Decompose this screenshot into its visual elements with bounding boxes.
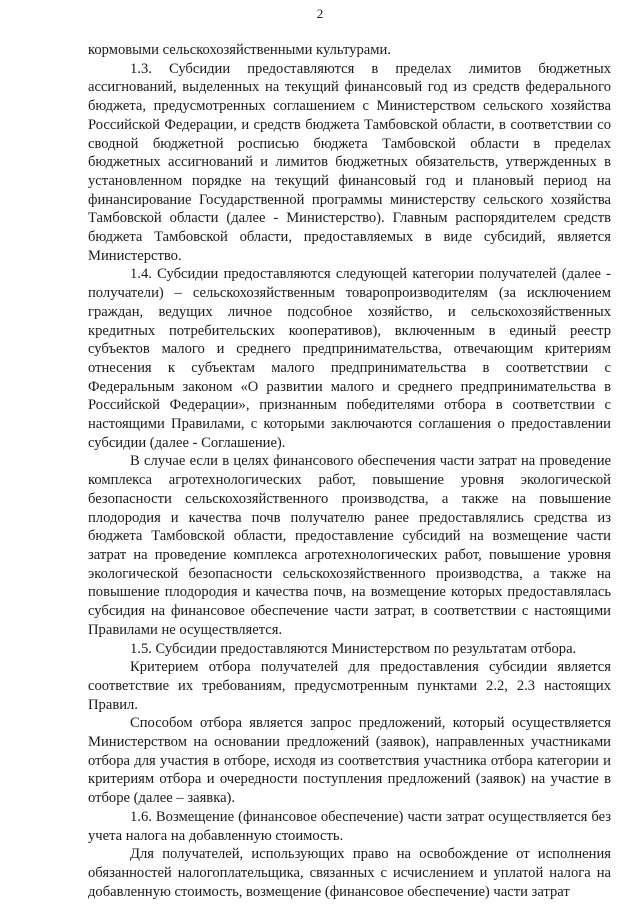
paragraph-1-6-vat: Для получателей, использующих право на освобождение от исполнения обязанностей налогоплательщика, связанных с исчислением и уплатой налога на добавленную стоимость, возмещение (финансовое обеспечение) части затрат [88,846,611,900]
paragraph-1-5-method: Способом отбора является запрос предложений, который осуществляется Министерством на основании предложений (заявок), направленных участниками отбора для участия в отборе, исходя из соответствия участника отбора категории и критериям отбора и очередности поступления предложений (заявок) на участие в отборе (далее – заявка). [88,715,611,807]
paragraph-continuation: кормовыми сельскохозяйственными культурами. [88,42,391,58]
paragraph-1-4: 1.4. Субсидии предоставляются следующей категории получателей (далее - получатели) – сельскохозяйственным товаропроизводителям (за исключением граждан, ведущих личное подсобное хозяйство, и сельскохозяйственных кредитных потребительских кооперативов), включенным в единый реестр субъектов малого и среднего предпринимательства, отвечающим критериям отнесения к субъектам малого предпринимательства в соответствии с Федеральным законом «О развитии малого и среднего предпринимательства в Российской Федерации», признанным победителями отбора в соответствии с настоящими Правилами, с которыми заключаются соглашения о предоставлении субсидии (далее - Соглашение). [88,266,611,451]
paragraph-1-5-criterion: Критерием отбора получателей для предоставления субсидии является соответствие их требованиям, предусмотренным пунктами 2.2, 2.3 настоящих Правил. [88,659,611,713]
page-number: 2 [316,6,324,21]
paragraph-1-4-exception: В случае если в целях финансового обеспечения части затрат на проведение комплекса агротехнологических работ, повышение уровня экологической безопасности сельскохозяйственного производства, а также на повышение плодородия и качества почв получателю ранее предоставлялись средства из бюджета Тамбовской области, предоставление субсидий на возмещение части затрат на проведение комплекса агротехнологических работ, повышение уровня экологической безопасности сельскохозяйственного производства, а также на повышение плодородия и качества почв, на возмещение которых предоставлялась субсидия на финансовое обеспечение части затрат, в соответствии с настоящими Правилами не осуществляется. [88,453,611,638]
paragraph-1-6: 1.6. Возмещение (финансовое обеспечение) части затрат осуществляется без учета налога на добавленную стоимость. [88,808,611,844]
paragraph-1-5: 1.5. Субсидии предоставляются Министерством по результатам отбора. [130,640,577,657]
document-body [88,41,611,901]
paragraph-1-3: 1.3. Субсидии предоставляются в пределах лимитов бюджетных ассигнований, выделенных на текущий финансовый год из средств федерального бюджета, предусмотренных соглашением с Министерством сельского хозяйства Российской Федерации, и средств бюджета Тамбовской области, в соответствии со сводной бюджетной росписью бюджета Тамбовской области в пределах бюджетных ассигнований и лимитов бюджетных обязательств, утвержденных в установленном порядке на текущий финансовый год и плановый период на финансирование Государственной программы министерству сельского хозяйства Тамбовской области (далее - Министерство). Главным распорядителем средств бюджета Тамбовской области, предоставляемых в виде субсидий, является Министерство. [88,60,611,264]
